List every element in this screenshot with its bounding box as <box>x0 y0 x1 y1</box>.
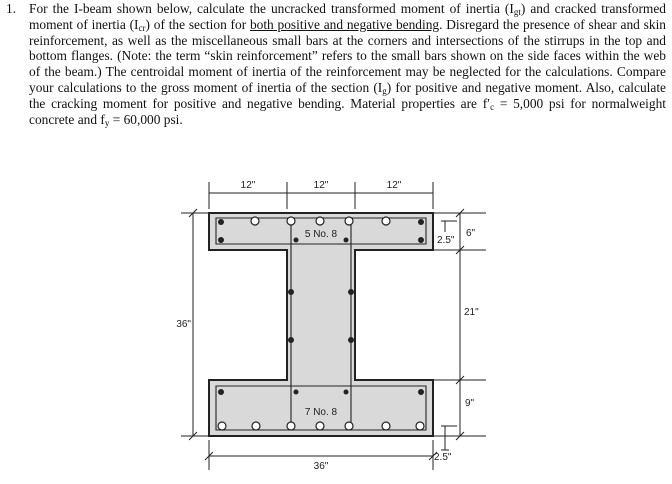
subscript-gt: gt <box>513 7 521 17</box>
top-bar <box>316 217 324 225</box>
bottom-bar <box>287 422 295 430</box>
dim-top-mid: 12" <box>313 180 329 191</box>
bottom-bars-label: 7 No. 8 <box>304 407 338 418</box>
underlined-phrase: both positive and negative bending <box>249 16 440 32</box>
top-bar <box>251 217 259 225</box>
bottom-bar <box>416 422 424 430</box>
subscript-c: c <box>490 101 495 112</box>
bottom-bar <box>252 422 260 430</box>
dim-top-right: 12" <box>386 180 402 191</box>
top-bar <box>287 217 295 225</box>
dim-web: 21" <box>464 307 479 318</box>
problem-text-part: ) for positive and negative moment. Also, calculate the cracking moment for positive and negative bending. Material properties are f′ <box>29 79 666 111</box>
problem-text-part: = 5,000 psi for normalweight concrete and f <box>29 95 666 127</box>
concrete-section <box>209 213 433 436</box>
bottom-bar <box>218 422 226 430</box>
dim-bottom-width: 36" <box>313 461 329 472</box>
problem-text-part: ) of the section for <box>145 16 250 32</box>
subscript-cr: cr <box>138 22 146 33</box>
top-bar <box>345 217 353 225</box>
dim-top-left: 12" <box>240 180 256 191</box>
problem-text-part: ) and cracked transformed moment of inertia (I <box>29 1 666 32</box>
bottom-bar <box>382 422 390 430</box>
bottom-bar <box>316 422 324 430</box>
problem-number: 1. <box>6 1 17 16</box>
subscript-g: g <box>382 85 387 96</box>
dim-bottom-cover: 2.5" <box>434 452 452 463</box>
problem-text-part: For the I-beam shown below, calculate the uncracked transformed moment of inertia (I <box>29 1 514 16</box>
top-bar <box>382 217 390 225</box>
top-bars-label: 5 No. 8 <box>304 229 338 240</box>
subscript-y: y <box>104 117 110 128</box>
dim-top-cover: 2.5" <box>437 235 455 246</box>
bottom-bar <box>345 422 353 430</box>
dim-total-height: 36" <box>176 319 191 330</box>
problem-text-part: . Disregard the presence of shear and skin reinforcement, as well as the miscellaneous small bars at the corners and intersections of the stirrups in the top and bottom flanges. (Note: the term “skin reinforcement” refers to the small bars shown on the side faces within the web of the beam.) The centroidal moment of inertia of the reinforcement may be neglected for the calculations. Compare your calculations to the gross moment of inertia of the section (I <box>29 16 666 95</box>
dim-bottom-flange: 9" <box>465 398 475 409</box>
problem-text-part: = 60,000 psi. <box>109 111 183 127</box>
dim-top-flange: 6" <box>466 228 476 239</box>
